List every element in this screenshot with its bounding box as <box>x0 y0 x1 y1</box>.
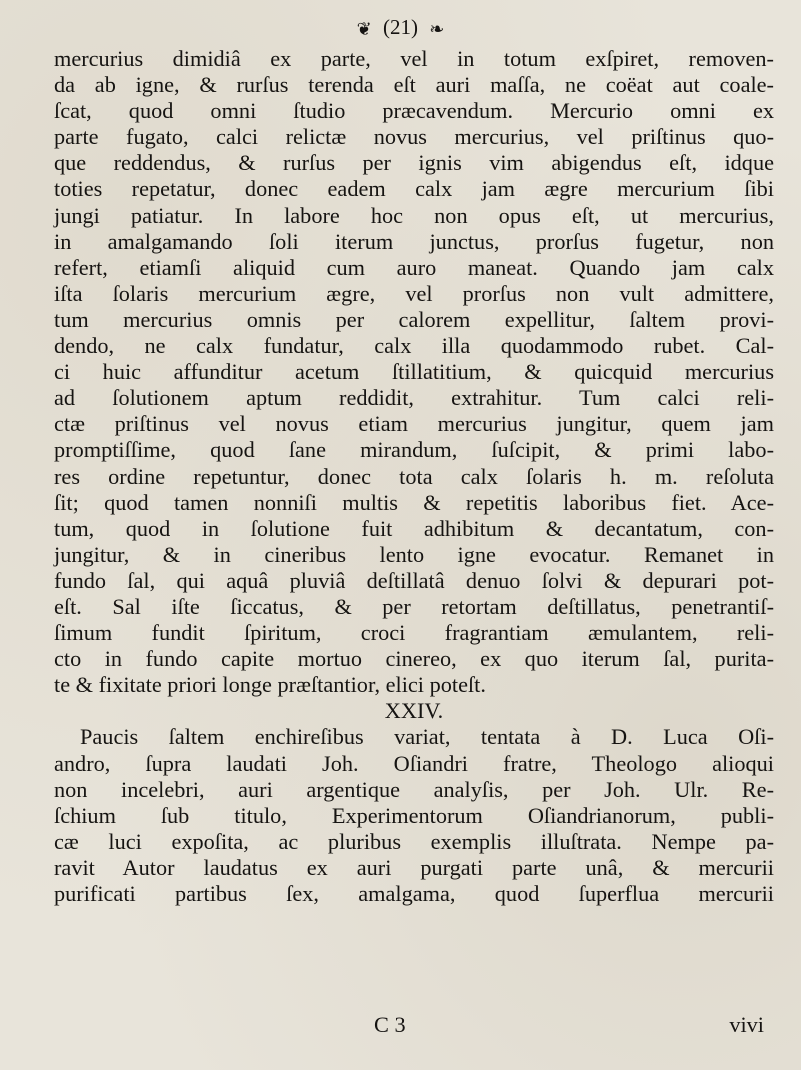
text-line: ctæ priſtinus vel novus etiam mercurius jungitur, quem jam <box>54 411 774 437</box>
text-line: eſt. Sal iſte ſiccatus, & per retortam deſtillatus, penetrantiſ- <box>54 593 774 619</box>
section-line: Paucis ſaltem enchireſibus variat, tentata à D. Luca Oſi- <box>80 724 774 750</box>
text-line: cto in fundo capite mortuo cinereo, ex quo iterum ſal, purita- <box>54 646 774 672</box>
text-line: te & fixitate priori longe præſtantior, elici poteſt. <box>54 672 486 698</box>
section-line: non incelebri, auri argentique analyſis, per Joh. Ulr. Re- <box>54 776 774 802</box>
ornament-left-icon: ❦ <box>356 19 372 40</box>
text-line: jungitur, & in cineribus lento igne evocatur. Remanet in <box>54 541 774 567</box>
text-line: toties repetatur, donec eadem calx jam ægre mercurium ſibi <box>54 176 774 202</box>
text-line: jungi patiatur. In labore hoc non opus eſt, ut mercurius, <box>54 202 774 228</box>
text-line: tum mercurius omnis per calorem expellitur, ſaltem provi- <box>54 306 774 332</box>
text-line: dendo, ne calx fundatur, calx illa quodammodo rubet. Cal- <box>54 333 774 359</box>
text-line: ci huic affunditur acetum ſtillatitium, & quicquid mercurius <box>54 359 774 385</box>
text-line: ſcat, quod omni ſtudio præcavendum. Mercurio omni ex <box>54 98 774 124</box>
text-line: tum, quod in ſolutione fuit adhibitum & decantatum, con- <box>54 515 774 541</box>
catchword: vivi <box>729 1012 764 1037</box>
text-line: res ordine repetuntur, donec tota calx ſolaris h. m. reſoluta <box>54 463 774 489</box>
text-line: in amalgamando ſoli iterum junctus, prorſus fugetur, non <box>54 228 774 254</box>
text-line: ad ſolutionem aptum reddidit, extrahitur. Tum calci reli- <box>54 385 774 411</box>
section-line: ravit Autor laudatus ex auri purgati parte unâ, & mercurii <box>54 854 774 880</box>
section-line: purificati partibus ſex, amalgama, quod ſuperflua mercurii <box>54 881 774 906</box>
text-line: mercurius dimidiâ ex parte, vel in totum exſpiret, removen- <box>54 46 774 71</box>
text-line: iſta ſolaris mercurium ægre, vel prorſus non vult admittere, <box>54 280 774 306</box>
section-line: ſchium ſub titulo, Experimentorum Oſiandrianorum, publi- <box>54 802 774 828</box>
text-line: da ab igne, & rurſus terenda eſt auri maſſa, ne coëat aut coale- <box>54 72 774 98</box>
text-line: promptiſſime, quod ſane mirandum, ſuſcipit, & primi labo- <box>54 437 774 463</box>
section-heading: XXIV. <box>384 698 444 724</box>
text-line: ſimum fundit ſpiritum, croci fragrantiam æmulantem, reli- <box>54 620 774 646</box>
signature-mark: C 3 <box>374 1012 406 1037</box>
ornament-right-icon: ❧ <box>429 19 445 40</box>
page-footer <box>54 1012 774 1040</box>
section-line: cæ luci expoſita, ac pluribus exemplis illuſtrata. Nempe pa- <box>54 828 774 854</box>
text-line: fundo ſal, qui aquâ pluviâ deſtillatâ denuo ſolvi & depurari pot- <box>54 567 774 593</box>
page-number: (21) <box>383 15 418 39</box>
page-header <box>0 14 801 42</box>
text-line: refert, etiamſi aliquid cum auro maneat. Quando jam calx <box>54 254 774 280</box>
section-line: andro, ſupra laudati Joh. Oſiandri fratre, Theologo alioqui <box>54 750 774 776</box>
body-text <box>54 46 774 907</box>
text-line: ſit; quod tamen nonniſi multis & repetitis laboribus fiet. Ace- <box>54 489 774 515</box>
text-line: que reddendus, & rurſus per ignis vim abigendus eſt, idque <box>54 150 774 176</box>
text-line: parte fugato, calci relictæ novus mercurius, vel priſtinus quo- <box>54 124 774 150</box>
